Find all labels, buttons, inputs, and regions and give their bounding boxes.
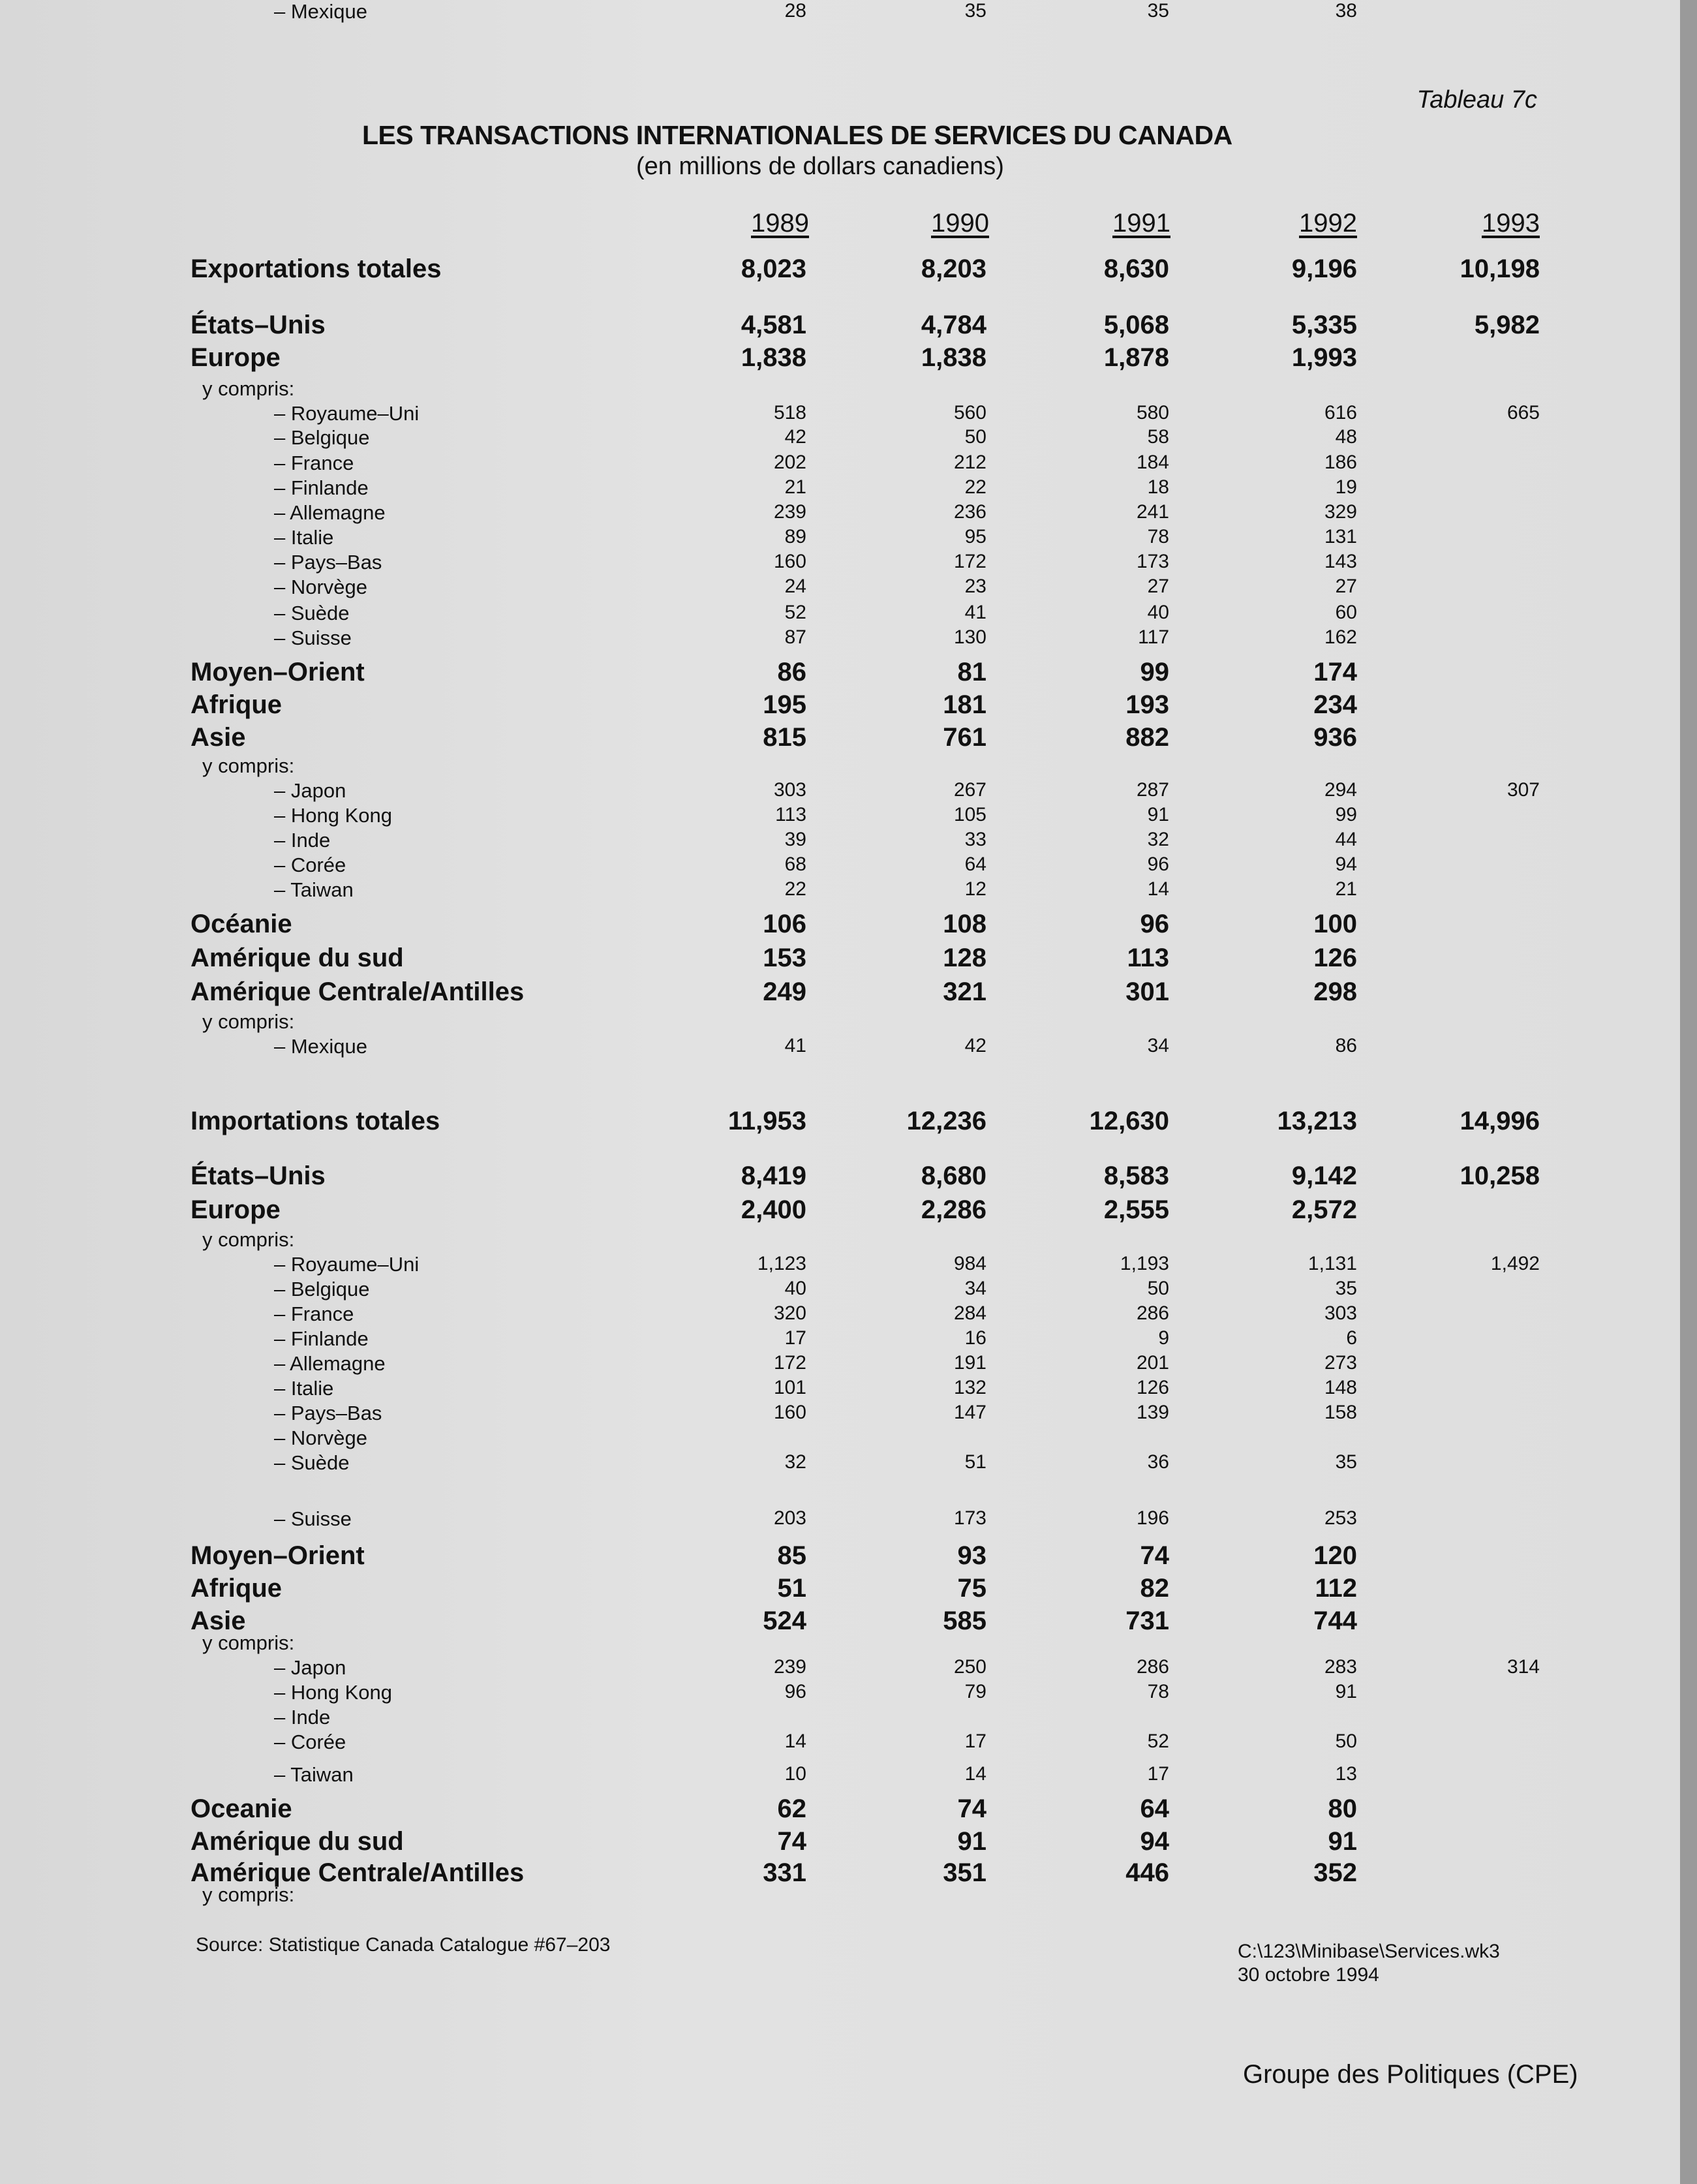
cell-1990: 91 [957, 1827, 986, 1856]
cell-1989: 68 [784, 854, 806, 875]
cell-1989: 303 [773, 779, 806, 801]
cell-1989: 39 [784, 829, 806, 850]
cell-1990: 585 [943, 1607, 986, 1635]
cell-1992: 48 [1335, 426, 1357, 448]
page-title: LES TRANSACTIONS INTERNATIONALES DE SERVICES DU CANADA [362, 120, 1232, 150]
cell-1991: 9 [1158, 1327, 1169, 1349]
cell-1992: 303 [1324, 1302, 1357, 1324]
cell-1991: 1,878 [1103, 343, 1169, 372]
cell-1989: 239 [773, 1656, 806, 1678]
row-label: Importations totales [191, 1107, 440, 1135]
row-label: Amérique du sud [191, 1827, 404, 1856]
cell-1991: 113 [1127, 944, 1169, 972]
row-label: – Pays–Bas [274, 551, 382, 574]
cell-1991: 173 [1136, 551, 1169, 572]
cell-1991: 882 [1125, 723, 1169, 752]
cell-1992: 38 [1335, 0, 1357, 22]
cell-1990: 128 [943, 944, 986, 972]
row-label: Afrique [191, 1574, 282, 1603]
row-label: – Taiwan [274, 878, 354, 901]
cell-1990: 64 [964, 854, 986, 875]
cell-1992: 1,993 [1291, 343, 1357, 372]
cell-1990: 130 [953, 626, 986, 648]
row-label: Moyen–Orient [191, 658, 365, 686]
cell-1989: 106 [763, 910, 806, 938]
row-label: Amérique Centrale/Antilles [191, 977, 525, 1006]
cell-1991: 91 [1147, 804, 1169, 825]
cell-1990: 12,236 [906, 1107, 986, 1135]
cell-1992: 936 [1313, 723, 1357, 752]
cell-1991: 580 [1136, 402, 1169, 423]
cell-1989: 10 [784, 1763, 806, 1785]
cell-1992: 100 [1313, 910, 1357, 938]
row-label: – Royaume–Uni [274, 402, 420, 425]
cell-1989: 51 [777, 1574, 806, 1603]
cell-1992: 19 [1335, 476, 1357, 498]
cell-1990: 35 [964, 0, 986, 22]
cell-1989: 202 [773, 452, 806, 473]
page-edge [1680, 0, 1697, 2184]
cell-1992: 616 [1324, 402, 1357, 423]
cell-1989: 86 [777, 658, 806, 686]
cell-1989: 203 [773, 1507, 806, 1529]
row-note-label: y compris: [202, 1883, 295, 1906]
file-path: C:\123\Minibase\Services.wk3 [1238, 1941, 1500, 1962]
cell-1991: 27 [1147, 576, 1169, 597]
row-label: – Belgique [274, 426, 370, 449]
cell-1992: 27 [1335, 576, 1357, 597]
cell-1990: 984 [953, 1253, 986, 1274]
cell-1990: 147 [953, 1402, 986, 1423]
cell-1989: 87 [784, 626, 806, 648]
row-label: – Taiwan [274, 1763, 354, 1786]
cell-1989: 239 [773, 501, 806, 523]
row-label: – France [274, 452, 354, 474]
cell-1992: 148 [1324, 1377, 1357, 1398]
row-label: – Italie [274, 1377, 334, 1400]
cell-1992: 9,142 [1291, 1161, 1357, 1190]
cell-1992: 91 [1328, 1827, 1357, 1856]
cell-1992: 60 [1335, 602, 1357, 623]
row-label: – Allemagne [274, 501, 386, 524]
cell-1990: 79 [964, 1681, 986, 1702]
cell-1993: 10,198 [1460, 254, 1540, 283]
cell-1992: 80 [1328, 1794, 1357, 1823]
row-label: Asie [191, 723, 246, 752]
cell-1990: 181 [943, 690, 986, 719]
cell-1989: 320 [773, 1302, 806, 1324]
cell-1993: 314 [1506, 1656, 1540, 1678]
cell-1989: 160 [773, 551, 806, 572]
cell-1989: 1,838 [741, 343, 806, 372]
cell-1990: 236 [953, 501, 986, 523]
cell-1989: 89 [784, 526, 806, 547]
cell-1989: 101 [773, 1377, 806, 1398]
cell-1991: 74 [1140, 1541, 1169, 1570]
cell-1989: 40 [784, 1278, 806, 1299]
cell-1990: 351 [943, 1858, 986, 1887]
year-header: 1993 [1482, 209, 1540, 238]
cell-1991: 184 [1136, 452, 1169, 473]
cell-1990: 50 [964, 426, 986, 448]
cell-1990: 108 [943, 910, 986, 938]
cell-1993: 10,258 [1460, 1161, 1540, 1190]
cell-1991: 8,630 [1103, 254, 1169, 283]
cell-1991: 286 [1136, 1656, 1169, 1678]
source-note: Source: Statistique Canada Catalogue #67–203 [196, 1934, 611, 1956]
cell-1990: 74 [957, 1794, 986, 1823]
cell-1991: 446 [1125, 1858, 1169, 1887]
row-label: Moyen–Orient [191, 1541, 365, 1570]
cell-1990: 4,784 [921, 311, 986, 339]
row-label: Oceanie [191, 1794, 292, 1823]
cell-1989: 8,023 [741, 254, 806, 283]
cell-1991: 78 [1147, 526, 1169, 547]
cell-1989: 24 [784, 576, 806, 597]
row-label: – Suisse [274, 626, 352, 649]
row-label: Océanie [191, 910, 292, 938]
cell-1990: 17 [964, 1730, 986, 1752]
cell-1992: 1,131 [1307, 1253, 1357, 1274]
row-label: – Pays–Bas [274, 1402, 382, 1424]
row-label: – Corée [274, 1730, 346, 1753]
cell-1990: 172 [953, 551, 986, 572]
cell-1989: 524 [763, 1607, 806, 1635]
row-label: Amérique Centrale/Antilles [191, 1858, 525, 1887]
cell-1990: 321 [943, 977, 986, 1006]
cell-1989: 518 [773, 402, 806, 423]
cell-1991: 82 [1140, 1574, 1169, 1603]
cell-1991: 17 [1147, 1763, 1169, 1785]
cell-1990: 75 [957, 1574, 986, 1603]
cell-1992: 273 [1324, 1352, 1357, 1374]
cell-1992: 2,572 [1291, 1195, 1357, 1224]
cell-1993: 307 [1506, 779, 1540, 801]
cell-1990: 51 [964, 1451, 986, 1473]
cell-1989: 22 [784, 878, 806, 900]
row-label: – Finlande [274, 1327, 369, 1350]
cell-1990: 132 [953, 1377, 986, 1398]
cell-1991: 241 [1136, 501, 1169, 523]
row-label: – Finlande [274, 476, 369, 499]
cell-1991: 36 [1147, 1451, 1169, 1473]
cell-1991: 117 [1138, 626, 1169, 648]
cell-1992: 13,213 [1277, 1107, 1357, 1135]
cell-1991: 35 [1147, 0, 1169, 22]
cell-1990: 8,680 [921, 1161, 986, 1190]
row-label: – Hong Kong [274, 804, 392, 827]
cell-1991: 139 [1136, 1402, 1169, 1423]
cell-1992: 91 [1335, 1681, 1357, 1702]
cell-1992: 294 [1324, 779, 1357, 801]
cell-1990: 761 [943, 723, 986, 752]
footer-org: Groupe des Politiques (CPE) [1243, 2060, 1578, 2089]
cell-1992: 283 [1324, 1656, 1357, 1678]
cell-1989: 41 [784, 1035, 806, 1056]
row-note-label: y compris: [202, 1228, 295, 1251]
table-number: Tableau 7c [1416, 86, 1537, 114]
cell-1992: 329 [1324, 501, 1357, 523]
cell-1991: 287 [1136, 779, 1169, 801]
cell-1990: 1,838 [921, 343, 986, 372]
cell-1989: 96 [784, 1681, 806, 1702]
cell-1989: 195 [763, 690, 806, 719]
row-label: – Italie [274, 526, 334, 549]
cell-1992: 35 [1335, 1278, 1357, 1299]
row-label: Europe [191, 1195, 281, 1224]
cell-1991: 50 [1147, 1278, 1169, 1299]
cell-1990: 173 [953, 1507, 986, 1529]
cell-1992: 44 [1335, 829, 1357, 850]
year-header: 1989 [751, 209, 809, 238]
cell-1991: 286 [1136, 1302, 1169, 1324]
cell-1989: 52 [784, 602, 806, 623]
cell-1993: 1,492 [1490, 1253, 1540, 1274]
cell-1992: 99 [1335, 804, 1357, 825]
cell-1989: 32 [784, 1451, 806, 1473]
cell-1990: 14 [964, 1763, 986, 1785]
cell-1990: 33 [964, 829, 986, 850]
cell-1991: 1,193 [1120, 1253, 1169, 1274]
cell-1989: 17 [784, 1327, 806, 1349]
row-label: – Mexique [274, 0, 368, 23]
cell-1993: 665 [1506, 402, 1540, 423]
cell-1992: 143 [1324, 551, 1357, 572]
cell-1989: 62 [777, 1794, 806, 1823]
cell-1989: 4,581 [741, 311, 806, 339]
cell-1990: 267 [953, 779, 986, 801]
cell-1989: 113 [775, 804, 806, 825]
cell-1989: 21 [784, 476, 806, 498]
cell-1991: 40 [1147, 602, 1169, 623]
cell-1992: 86 [1335, 1035, 1357, 1056]
row-note-label: y compris: [202, 377, 295, 400]
cell-1990: 560 [953, 402, 986, 423]
cell-1992: 298 [1313, 977, 1357, 1006]
cell-1992: 174 [1313, 658, 1357, 686]
cell-1992: 5,335 [1291, 311, 1357, 339]
cell-1990: 284 [953, 1302, 986, 1324]
cell-1991: 99 [1140, 658, 1169, 686]
cell-1991: 193 [1125, 690, 1169, 719]
cell-1990: 250 [953, 1656, 986, 1678]
cell-1992: 120 [1313, 1541, 1357, 1570]
cell-1989: 153 [763, 944, 806, 972]
row-label: Amérique du sud [191, 944, 404, 972]
cell-1990: 191 [953, 1352, 986, 1374]
year-header: 1990 [931, 209, 989, 238]
cell-1990: 93 [957, 1541, 986, 1570]
cell-1991: 731 [1125, 1607, 1169, 1635]
row-label: – Japon [274, 1656, 346, 1679]
cell-1993: 5,982 [1474, 311, 1540, 339]
cell-1989: 1,123 [757, 1253, 806, 1274]
row-label: – Suède [274, 602, 350, 624]
cell-1989: 8,419 [741, 1161, 806, 1190]
row-label: – Norvège [274, 1426, 368, 1449]
row-note-label: y compris: [202, 1010, 295, 1033]
cell-1990: 23 [964, 576, 986, 597]
cell-1992: 131 [1324, 526, 1357, 547]
cell-1991: 58 [1147, 426, 1169, 448]
cell-1992: 253 [1324, 1507, 1357, 1529]
cell-1991: 34 [1147, 1035, 1169, 1056]
cell-1991: 2,555 [1103, 1195, 1169, 1224]
cell-1992: 744 [1313, 1607, 1357, 1635]
cell-1990: 95 [964, 526, 986, 547]
row-label: Afrique [191, 690, 282, 719]
year-header: 1992 [1299, 209, 1357, 238]
cell-1991: 96 [1140, 910, 1169, 938]
cell-1989: 249 [763, 977, 806, 1006]
row-label: – Inde [274, 829, 331, 852]
cell-1990: 12 [964, 878, 986, 900]
cell-1991: 32 [1147, 829, 1169, 850]
cell-1990: 42 [964, 1035, 986, 1056]
cell-1991: 196 [1136, 1507, 1169, 1529]
row-label: – Royaume–Uni [274, 1253, 420, 1276]
row-label: – Hong Kong [274, 1681, 392, 1704]
cell-1989: 42 [784, 426, 806, 448]
row-label: – Allemagne [274, 1352, 386, 1375]
cell-1991: 64 [1140, 1794, 1169, 1823]
cell-1991: 94 [1140, 1827, 1169, 1856]
cell-1991: 52 [1147, 1730, 1169, 1752]
cell-1991: 96 [1147, 854, 1169, 875]
row-label: – Suède [274, 1451, 350, 1474]
row-label: – Suisse [274, 1507, 352, 1530]
row-label: – Mexique [274, 1035, 368, 1058]
cell-1989: 85 [777, 1541, 806, 1570]
cell-1993: 14,996 [1460, 1107, 1540, 1135]
cell-1992: 13 [1335, 1763, 1357, 1785]
year-header: 1991 [1112, 209, 1170, 238]
row-label: États–Unis [191, 311, 326, 339]
cell-1990: 212 [953, 452, 986, 473]
cell-1992: 94 [1335, 854, 1357, 875]
row-label: Europe [191, 343, 281, 372]
cell-1992: 112 [1315, 1574, 1357, 1603]
cell-1989: 815 [763, 723, 806, 752]
cell-1991: 201 [1136, 1352, 1169, 1374]
cell-1990: 22 [964, 476, 986, 498]
cell-1990: 8,203 [921, 254, 986, 283]
cell-1992: 35 [1335, 1451, 1357, 1473]
cell-1989: 28 [784, 0, 806, 22]
cell-1992: 21 [1335, 878, 1357, 900]
cell-1992: 234 [1313, 690, 1357, 719]
cell-1992: 9,196 [1291, 254, 1357, 283]
cell-1992: 186 [1324, 452, 1357, 473]
cell-1990: 16 [964, 1327, 986, 1349]
cell-1990: 81 [957, 658, 986, 686]
cell-1991: 301 [1125, 977, 1169, 1006]
cell-1992: 50 [1335, 1730, 1357, 1752]
cell-1989: 172 [773, 1352, 806, 1374]
cell-1991: 5,068 [1103, 311, 1169, 339]
cell-1990: 34 [964, 1278, 986, 1299]
row-label: États–Unis [191, 1161, 326, 1190]
cell-1989: 11,953 [727, 1107, 806, 1135]
row-label: – Belgique [274, 1278, 370, 1300]
row-label: Asie [191, 1607, 246, 1635]
row-label: – Norvège [274, 576, 368, 598]
cell-1992: 6 [1346, 1327, 1357, 1349]
cell-1992: 352 [1313, 1858, 1357, 1887]
cell-1991: 8,583 [1103, 1161, 1169, 1190]
cell-1990: 2,286 [921, 1195, 986, 1224]
file-date: 30 octobre 1994 [1238, 1964, 1379, 1986]
cell-1991: 18 [1147, 476, 1169, 498]
row-label: – Inde [274, 1706, 331, 1729]
cell-1991: 14 [1147, 878, 1169, 900]
cell-1989: 74 [777, 1827, 806, 1856]
cell-1990: 105 [953, 804, 986, 825]
page-subtitle: (en millions de dollars canadiens) [636, 153, 1004, 180]
cell-1992: 126 [1313, 944, 1357, 972]
row-note-label: y compris: [202, 754, 295, 777]
cell-1991: 78 [1147, 1681, 1169, 1702]
cell-1991: 126 [1136, 1377, 1169, 1398]
row-label: – Corée [274, 854, 346, 876]
row-label: – Japon [274, 779, 346, 802]
cell-1992: 162 [1324, 626, 1357, 648]
cell-1992: 158 [1324, 1402, 1357, 1423]
cell-1989: 2,400 [741, 1195, 806, 1224]
cell-1989: 160 [773, 1402, 806, 1423]
cell-1991: 12,630 [1089, 1107, 1169, 1135]
row-label: Exportations totales [191, 254, 442, 283]
cell-1989: 14 [784, 1730, 806, 1752]
cell-1990: 41 [964, 602, 986, 623]
cell-1989: 331 [763, 1858, 806, 1887]
row-label: – France [274, 1302, 354, 1325]
row-note-label: y compris: [202, 1631, 295, 1654]
